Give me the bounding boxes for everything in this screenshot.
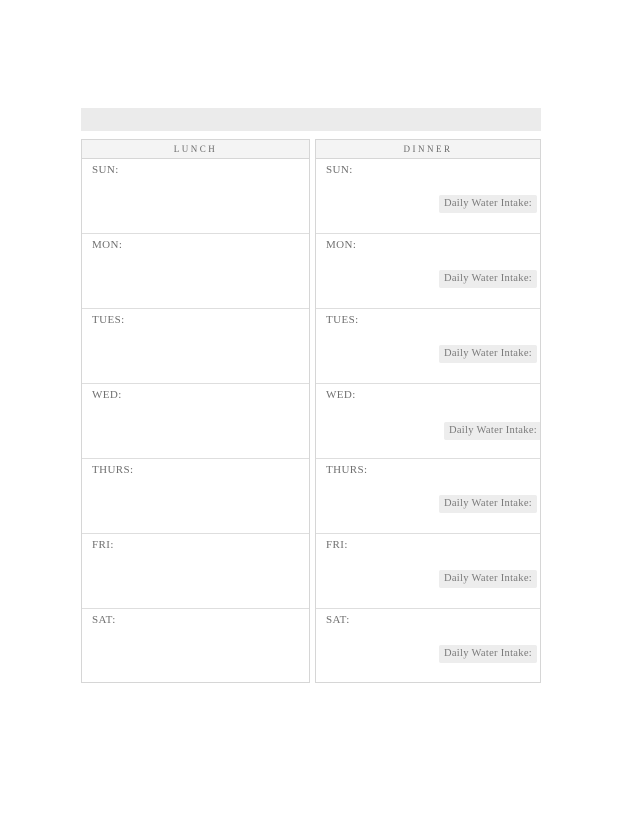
day-label: TUES: bbox=[326, 314, 359, 326]
dinner-cell-sat bbox=[316, 609, 540, 683]
daily-water-intake-label: Daily Water Intake: bbox=[439, 195, 537, 213]
day-label: MON: bbox=[326, 239, 357, 251]
lunch-table bbox=[81, 139, 310, 683]
dinner-column-header: DINNER bbox=[316, 140, 540, 159]
dinner-cell-wed bbox=[316, 384, 540, 459]
dinner-table bbox=[315, 139, 541, 683]
day-label: FRI: bbox=[92, 539, 114, 551]
day-label: SUN: bbox=[326, 164, 353, 176]
lunch-column-header: LUNCH bbox=[82, 140, 309, 159]
daily-water-intake-label: Daily Water Intake: bbox=[444, 422, 541, 440]
day-label: FRI: bbox=[326, 539, 348, 551]
daily-water-intake-label: Daily Water Intake: bbox=[439, 570, 537, 588]
lunch-cell-tues bbox=[82, 309, 309, 384]
lunch-cell-wed bbox=[82, 384, 309, 459]
day-label: WED: bbox=[92, 389, 122, 401]
day-label: SUN: bbox=[92, 164, 119, 176]
lunch-cell-thurs bbox=[82, 459, 309, 534]
lunch-cell-sat bbox=[82, 609, 309, 683]
day-label: THURS: bbox=[92, 464, 134, 476]
daily-water-intake-label: Daily Water Intake: bbox=[439, 270, 537, 288]
day-label: WED: bbox=[326, 389, 356, 401]
title-band bbox=[81, 108, 541, 131]
dinner-cell-sun bbox=[316, 159, 540, 234]
lunch-cell-mon bbox=[82, 234, 309, 309]
lunch-cell-fri bbox=[82, 534, 309, 609]
daily-water-intake-label: Daily Water Intake: bbox=[439, 645, 537, 663]
day-label: MON: bbox=[92, 239, 123, 251]
day-label: THURS: bbox=[326, 464, 368, 476]
day-label: SAT: bbox=[92, 614, 116, 626]
dinner-cell-fri bbox=[316, 534, 540, 609]
lunch-cell-sun bbox=[82, 159, 309, 234]
daily-water-intake-label: Daily Water Intake: bbox=[439, 495, 537, 513]
dinner-cell-mon bbox=[316, 234, 540, 309]
daily-water-intake-label: Daily Water Intake: bbox=[439, 345, 537, 363]
dinner-cell-tues bbox=[316, 309, 540, 384]
day-label: SAT: bbox=[326, 614, 350, 626]
day-label: TUES: bbox=[92, 314, 125, 326]
dinner-cell-thurs bbox=[316, 459, 540, 534]
